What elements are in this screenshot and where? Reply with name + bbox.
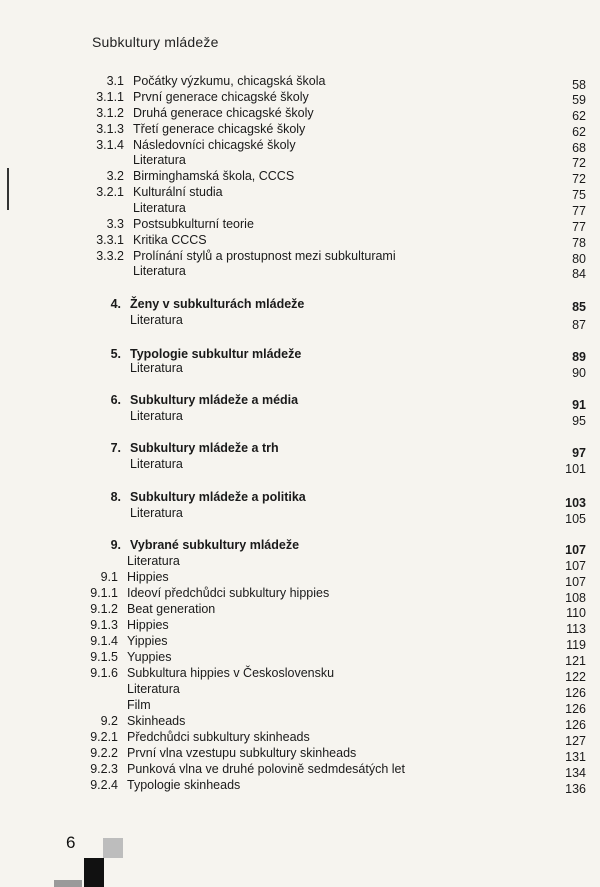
toc-entry-page: 107	[565, 559, 586, 573]
toc-entry-title: Třetí generace chicagské školy	[133, 122, 306, 136]
toc-entry-page: 122	[565, 670, 586, 684]
toc-entry-number: 3.3.1	[96, 233, 124, 247]
toc-entry-number: 9.1.1	[90, 586, 118, 600]
toc-entry-page: 113	[566, 622, 586, 636]
toc-entry-page: 62	[572, 125, 586, 139]
toc-entry-title: Ženy v subkulturách mládeže	[130, 297, 305, 311]
toc-entry-number: 3.1	[106, 74, 124, 88]
toc-entry-title: Literatura	[130, 313, 183, 327]
toc-entry-title: Birminghamská škola, CCCS	[133, 169, 295, 183]
toc-entry-number: 9.2.1	[90, 730, 118, 744]
page-number: 6	[66, 833, 76, 852]
toc-entry-page: 62	[572, 109, 586, 123]
toc-entry-page: 121	[565, 654, 586, 668]
toc-entry-number: 3.1.2	[96, 106, 124, 120]
toc-entry-page: 77	[572, 220, 586, 234]
toc-entry-number: 3.2.1	[96, 185, 124, 199]
toc-entry-title: Druhá generace chicagské školy	[133, 106, 314, 120]
toc-entry-number: 8.	[110, 490, 121, 504]
toc-entry-page: 72	[572, 172, 586, 186]
toc-entry-title: Literatura	[127, 682, 180, 696]
toc-entry-page: 77	[572, 204, 586, 218]
toc-entry-title: Počátky výzkumu, chicagská škola	[133, 74, 326, 88]
toc-entry-page: 134	[565, 766, 586, 780]
toc-entry-number: 3.1.1	[96, 90, 124, 104]
toc-entry-title: Hippies	[127, 570, 169, 584]
toc-entry-page: 101	[565, 462, 586, 476]
toc-entry-number: 9.	[110, 538, 121, 552]
toc-entry-title: Literatura	[127, 554, 180, 568]
toc-row	[0, 457, 600, 475]
toc-entry-title: Film	[127, 698, 151, 712]
toc-entry-title: Ideoví předchůdci subkultury hippies	[127, 586, 330, 600]
toc-entry-title: Literatura	[133, 201, 186, 215]
toc-entry-number: 9.1.5	[90, 650, 118, 664]
toc-entry-page: 95	[572, 414, 586, 428]
toc-entry-title: Subkultury mládeže a média	[130, 393, 299, 407]
toc-entry-title: Beat generation	[127, 602, 216, 616]
toc-entry-title: Subkultura hippies v Československu	[127, 666, 335, 680]
toc-row	[0, 313, 600, 331]
toc-entry-title: První vlna vzestupu subkultury skinheads	[127, 746, 357, 760]
toc-entry-number: 3.1.3	[96, 122, 124, 136]
toc-entry-page: 107	[565, 543, 586, 557]
toc-entry-page: 90	[572, 366, 586, 380]
toc-row	[0, 778, 600, 796]
toc-entry-page: 84	[572, 267, 586, 281]
toc-entry-page: 72	[572, 156, 586, 170]
toc-entry-title: První generace chicagské školy	[133, 90, 309, 104]
toc-entry-title: Punková vlna ve druhé polovině sedmdesátých let	[127, 762, 405, 776]
toc-entry-page: 108	[565, 591, 586, 605]
decor-square-gray	[103, 838, 123, 858]
toc-entry-page: 107	[565, 575, 586, 589]
toc-entry-number: 4.	[110, 297, 121, 311]
toc-entry-number: 9.2.2	[90, 746, 118, 760]
toc-entry-number: 3.3	[106, 217, 124, 231]
toc-entry-page: 126	[565, 718, 586, 732]
toc-entry-page: 87	[572, 318, 586, 332]
toc-entry-page: 127	[565, 734, 586, 748]
toc-entry-title: Postsubkulturní teorie	[133, 217, 254, 231]
toc-entry-number: 9.2	[100, 714, 118, 728]
toc-entry-number: 3.2	[106, 169, 124, 183]
toc-entry-page: 91	[572, 398, 586, 412]
toc-entry-number: 3.1.4	[96, 138, 124, 152]
toc-entry-page: 68	[572, 141, 586, 155]
toc-entry-title: Kritika CCCS	[133, 233, 207, 247]
toc-entry-number: 5.	[110, 347, 121, 361]
toc-entry-title: Hippies	[127, 618, 169, 632]
decor-square-gray-2	[54, 880, 82, 887]
toc-entry-page: 89	[572, 350, 586, 364]
toc-entry-title: Vybrané subkultury mládeže	[130, 538, 300, 552]
toc-entry-page: 126	[565, 686, 586, 700]
toc-entry-title: Yippies	[127, 634, 168, 648]
running-title: Subkultury mládeže	[92, 34, 219, 50]
toc-entry-title: Skinheads	[127, 714, 186, 728]
toc-row	[0, 409, 600, 427]
toc-entry-number: 9.1.6	[90, 666, 118, 680]
toc-entry-number: 6.	[110, 393, 121, 407]
toc-entry-title: Kulturální studia	[133, 185, 223, 199]
toc-entry-title: Yuppies	[127, 650, 172, 664]
toc-entry-title: Subkultury mládeže a politika	[130, 490, 306, 504]
toc-entry-title: Literatura	[130, 409, 183, 423]
toc-entry-title: Literatura	[133, 264, 186, 278]
toc-entry-title: Literatura	[133, 153, 186, 167]
toc-entry-number: 9.1.2	[90, 602, 118, 616]
decor-square-black	[84, 858, 104, 887]
toc-row	[0, 361, 600, 379]
toc-entry-page: 105	[565, 512, 586, 526]
toc-entry-title: Předchůdci subkultury skinheads	[127, 730, 310, 744]
toc-entry-page: 103	[565, 496, 586, 510]
toc-entry-page: 131	[565, 750, 586, 764]
toc-row	[0, 506, 600, 524]
toc-entry-page: 110	[566, 606, 586, 620]
toc-entry-page: 78	[572, 236, 586, 250]
toc-entry-title: Literatura	[130, 361, 183, 375]
toc-row	[0, 264, 600, 282]
toc-entry-number: 3.3.2	[96, 249, 124, 263]
toc-entry-title: Typologie subkultur mládeže	[130, 347, 302, 361]
toc-entry-title: Literatura	[130, 457, 183, 471]
toc-entry-page: 97	[572, 446, 586, 460]
toc-entry-page: 126	[565, 702, 586, 716]
toc-entry-number: 9.1	[100, 570, 118, 584]
toc-entry-page: 58	[572, 78, 586, 92]
toc-entry-number: 9.1.4	[90, 634, 118, 648]
toc-entry-page: 80	[572, 252, 586, 266]
toc-entry-title: Následovníci chicagské školy	[133, 138, 296, 152]
toc-entry-title: Typologie skinheads	[127, 778, 241, 792]
toc-entry-page: 59	[572, 93, 586, 107]
toc-entry-number: 9.1.3	[90, 618, 118, 632]
toc-entry-title: Literatura	[130, 506, 183, 520]
toc-entry-page: 75	[572, 188, 586, 202]
toc-entry-number: 9.2.4	[90, 778, 118, 792]
toc-entry-title: Subkultury mládeže a trh	[130, 441, 279, 455]
margin-mark	[7, 168, 9, 210]
toc-entry-title: Prolínání stylů a prostupnost mezi subkulturami	[133, 249, 396, 263]
toc-entry-page: 85	[572, 300, 586, 314]
toc-entry-page: 119	[566, 638, 586, 652]
toc-entry-page: 136	[565, 782, 586, 796]
toc-entry-number: 9.2.3	[90, 762, 118, 776]
toc-entry-number: 7.	[110, 441, 121, 455]
